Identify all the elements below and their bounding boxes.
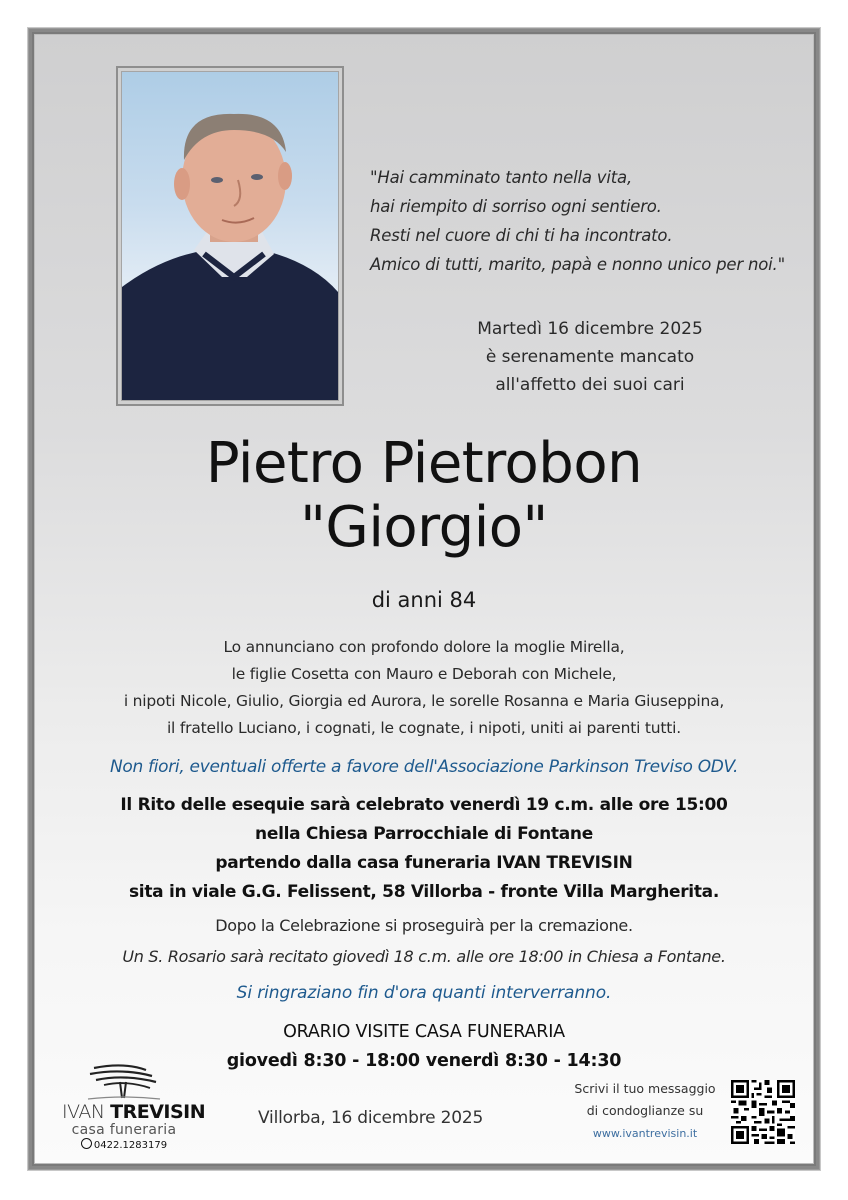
deceased-nickname: "Giorgio" bbox=[300, 495, 548, 560]
rosary-note: Un S. Rosario sarà recitato giovedì 18 c.m. alle ore 18:00 in Chiesa a Fontane. bbox=[122, 947, 726, 966]
announcement-line: Lo annunciano con profondo dolore la moglie Mirella, bbox=[223, 638, 625, 656]
death-date: Martedì 16 dicembre 2025 bbox=[477, 319, 703, 339]
visiting-hours-schedule: giovedì 8:30 - 18:00 venerdì 8:30 - 14:30 bbox=[226, 1051, 622, 1071]
flowers-note: Non fiori, eventuali offerte a favore dell'Associazione Parkinson Treviso ODV. bbox=[109, 757, 739, 777]
website-link[interactable]: www.ivantrevisin.it bbox=[592, 1127, 698, 1140]
qr-code[interactable] bbox=[731, 1080, 795, 1144]
ceremony-line: Il Rito delle esequie sarà celebrato venerdì 19 c.m. alle ore 15:00 bbox=[120, 795, 728, 815]
deceased-name: Pietro Pietrobon bbox=[205, 431, 643, 496]
cremation-note: Dopo la Celebrazione si proseguirà per la cremazione. bbox=[215, 916, 633, 935]
ceremony-line: partendo dalla casa funeraria IVAN TREVISIN bbox=[215, 853, 633, 873]
additional-notes bbox=[0, 910, 848, 972]
condolences-info bbox=[570, 1078, 720, 1145]
funeral-home-subtitle: casa funeraria bbox=[71, 1122, 177, 1138]
visiting-hours-title: ORARIO VISITE CASA FUNERARIA bbox=[283, 1022, 565, 1042]
place-and-date: Villorba, 16 dicembre 2025 bbox=[258, 1108, 484, 1128]
condolences-line: di condoglianze su bbox=[586, 1103, 704, 1118]
thanks-note: Si ringraziano fin d'ora quanti interverranno. bbox=[236, 983, 612, 1003]
quote-line: "Hai camminato tanto nella vita, bbox=[370, 168, 632, 187]
memorial-quote bbox=[370, 163, 810, 279]
funeral-home-logo bbox=[62, 1062, 206, 1154]
announcement-line: i nipoti Nicole, Giulio, Giorgia ed Aurora, le sorelle Rosanna e Maria Giuseppina, bbox=[123, 692, 725, 710]
ceremony-line: nella Chiesa Parrocchiale di Fontane bbox=[255, 824, 593, 844]
death-line: è serenamente mancato bbox=[485, 347, 695, 367]
portrait-photo bbox=[121, 71, 339, 401]
tree-logo-icon bbox=[84, 1062, 164, 1102]
ceremony-line: sita in viale G.G. Felissent, 58 Villorba - fronte Villa Margherita. bbox=[128, 882, 719, 902]
funeral-details bbox=[0, 791, 848, 907]
quote-line: Resti nel cuore di chi ti ha incontrato. bbox=[370, 226, 673, 245]
death-notice bbox=[440, 315, 740, 399]
death-line: all'affetto dei suoi cari bbox=[495, 375, 685, 395]
portrait-illustration bbox=[122, 72, 338, 400]
phone-icon bbox=[81, 1138, 92, 1149]
funeral-home-phone: 0422.1283179 bbox=[62, 1138, 186, 1154]
condolences-line: Scrivi il tuo messaggio bbox=[574, 1081, 716, 1096]
quote-line: Amico di tutti, marito, papà e nonno unico per noi." bbox=[370, 255, 785, 274]
quote-line: hai riempito di sorriso ogni sentiero. bbox=[370, 197, 662, 216]
announcement-line: le figlie Cosetta con Mauro e Deborah con Michele, bbox=[231, 665, 617, 683]
deceased-name-block bbox=[0, 432, 848, 560]
announcement-line: il fratello Luciano, i cognati, le cognate, i nipoti, uniti ai parenti tutti. bbox=[166, 719, 682, 737]
qr-code-icon bbox=[731, 1080, 795, 1144]
family-announcement bbox=[0, 634, 848, 742]
deceased-age: di anni 84 bbox=[371, 588, 477, 612]
funeral-home-name: IVAN TREVISIN bbox=[62, 1101, 206, 1123]
portrait-frame bbox=[116, 66, 344, 406]
